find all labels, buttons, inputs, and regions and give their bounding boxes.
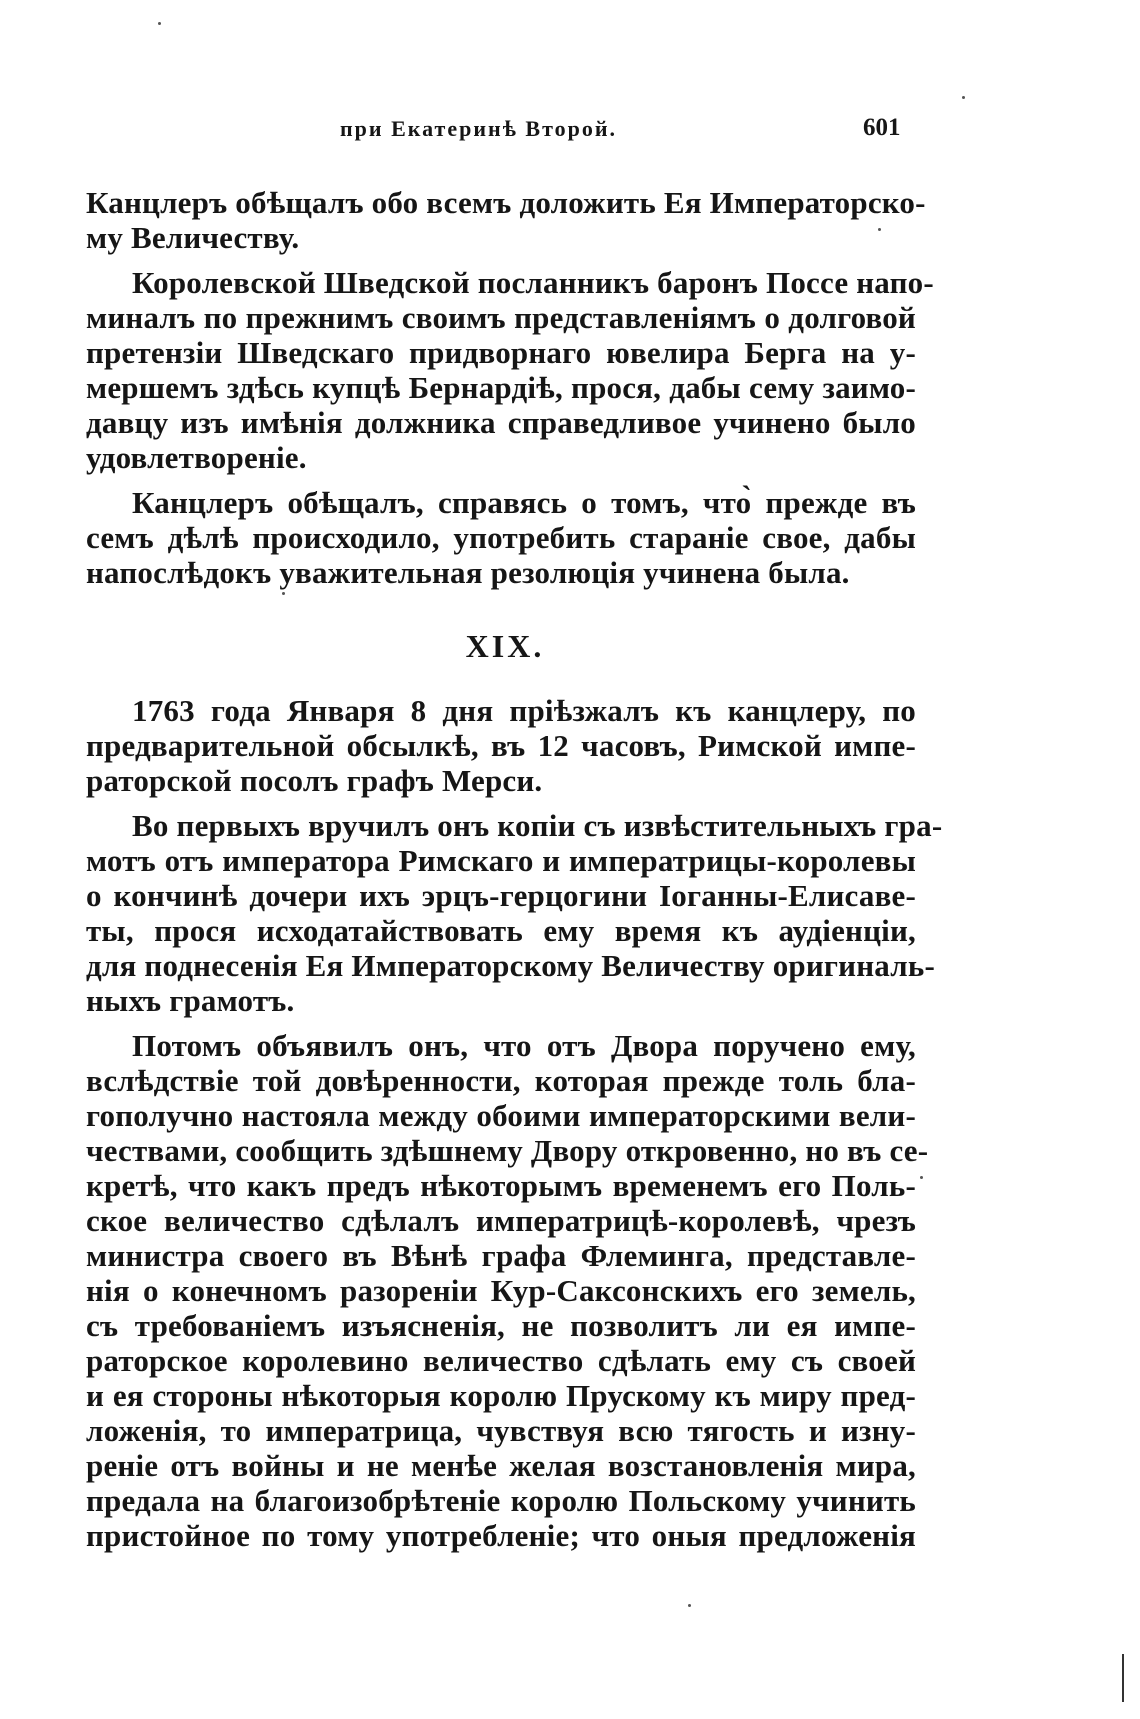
text-line: о кончинѣ дочери ихъ эрцъ-герцогини Iоганны-Елисаве-	[86, 878, 916, 913]
text-line: ложенiя, то императрица, чувствуя всю тягость и изну-	[86, 1413, 916, 1448]
text-line: Во первыхъ вручилъ онъ копiи съ извѣстительныхъ гра-	[132, 808, 943, 843]
text-line: ское величество сдѣлалъ императрицѣ-королевѣ, чрезъ	[86, 1203, 916, 1238]
text-line: съ требованiемъ изъясненiя, не позволитъ ли ея импе-	[86, 1308, 916, 1343]
text-block-section	[86, 693, 943, 1553]
text-line: 1763 года Января 8 дня прiѣзжалъ къ канцлеру, по	[132, 693, 916, 728]
text-line: ренiе отъ войны и не менѣе желая возстановленiя мира,	[86, 1448, 916, 1483]
text-line: ты, прося исходатайствовать ему время къ аудiенцiи,	[86, 913, 916, 948]
text-line: и ея стороны нѣкоторыя королю Прускому къ миру пред-	[86, 1378, 916, 1413]
text-line: ныхъ грамотъ.	[86, 983, 295, 1018]
text-line: вслѣдствiе той довѣренности, которая прежде толь бла-	[86, 1063, 916, 1098]
paragraph	[86, 185, 926, 255]
text-line: му Величеству.	[86, 220, 300, 255]
scan-speck	[920, 1176, 923, 1179]
text-line: кретѣ, что какъ предъ нѣкоторымъ временемъ его Поль-	[86, 1168, 916, 1203]
text-line: Канцлеръ обѣщалъ обо всемъ доложить Ея Императорско-	[86, 185, 926, 220]
text-line: Королевской Шведской посланникъ баронъ Поссе напо-	[132, 265, 934, 300]
text-line: претензiи Шведскаго придворнаго ювелира Берга на у-	[86, 335, 916, 370]
text-line: предварительной обсылкѣ, въ 12 часовъ, Римской импе-	[86, 728, 916, 763]
text-line: семъ дѣлѣ происходило, употребить старанiе свое, дабы	[86, 520, 916, 555]
text-line: миналъ по прежнимъ своимъ представленiямъ о долговой	[86, 300, 916, 335]
scan-edge-mark	[1122, 1654, 1124, 1702]
scan-speck	[688, 1604, 691, 1607]
section-heading: XIX.	[465, 628, 545, 664]
text-line: удовлетворенiе.	[86, 440, 307, 475]
paragraph	[86, 693, 916, 798]
scan-speck	[878, 228, 881, 231]
text-block-top	[86, 185, 934, 590]
paragraph	[86, 485, 916, 590]
text-line: для поднесенiя Ея Императорскому Величеству оригиналь-	[86, 948, 935, 983]
text-line: предала на благоизобрѣтенiе королю Польскому учинить	[86, 1483, 916, 1518]
paragraph	[86, 808, 943, 1018]
paragraph	[86, 265, 934, 475]
scan-speck	[158, 22, 161, 25]
text-line: пристойное по тому употребленiе; что оныя предложенiя	[86, 1518, 916, 1553]
text-line: нiя о конечномъ разоренiи Кур-Саксонскихъ его земель,	[86, 1273, 916, 1308]
page-number: 601	[863, 114, 901, 141]
text-line: мершемъ здѣсь купцѣ Бернардiѣ, прося, дабы сему заимо-	[86, 370, 916, 405]
text-line: раторское королевино величество сдѣлать ему съ своей	[86, 1343, 916, 1378]
paragraph	[86, 1028, 929, 1553]
text-line: чествами, сообщить здѣшнему Двору откровенно, но въ се-	[86, 1133, 929, 1168]
text-line: министра своего въ Вѣнѣ графа Флеминга, представле-	[86, 1238, 916, 1273]
running-head: при Екатеринѣ Второй.	[340, 116, 617, 141]
text-line: давцу изъ имѣнiя должника справедливое учинено было	[86, 405, 916, 440]
text-line: мотъ отъ императора Римскаго и императрицы-королевы	[86, 843, 916, 878]
text-line: раторской посолъ графъ Мерси.	[86, 763, 543, 798]
scan-speck	[962, 96, 965, 99]
text-line: гополучно настояла между обоими императорскими вели-	[86, 1098, 916, 1133]
text-line: Канцлеръ обѣщалъ, справясь о томъ, что̀ прежде въ	[132, 485, 916, 520]
text-line: Потомъ объявилъ онъ, что отъ Двора поручено ему,	[132, 1028, 916, 1063]
text-line: напослѣдокъ уважительная резолюцiя учинена была.	[86, 555, 850, 590]
scan-speck	[282, 592, 285, 595]
